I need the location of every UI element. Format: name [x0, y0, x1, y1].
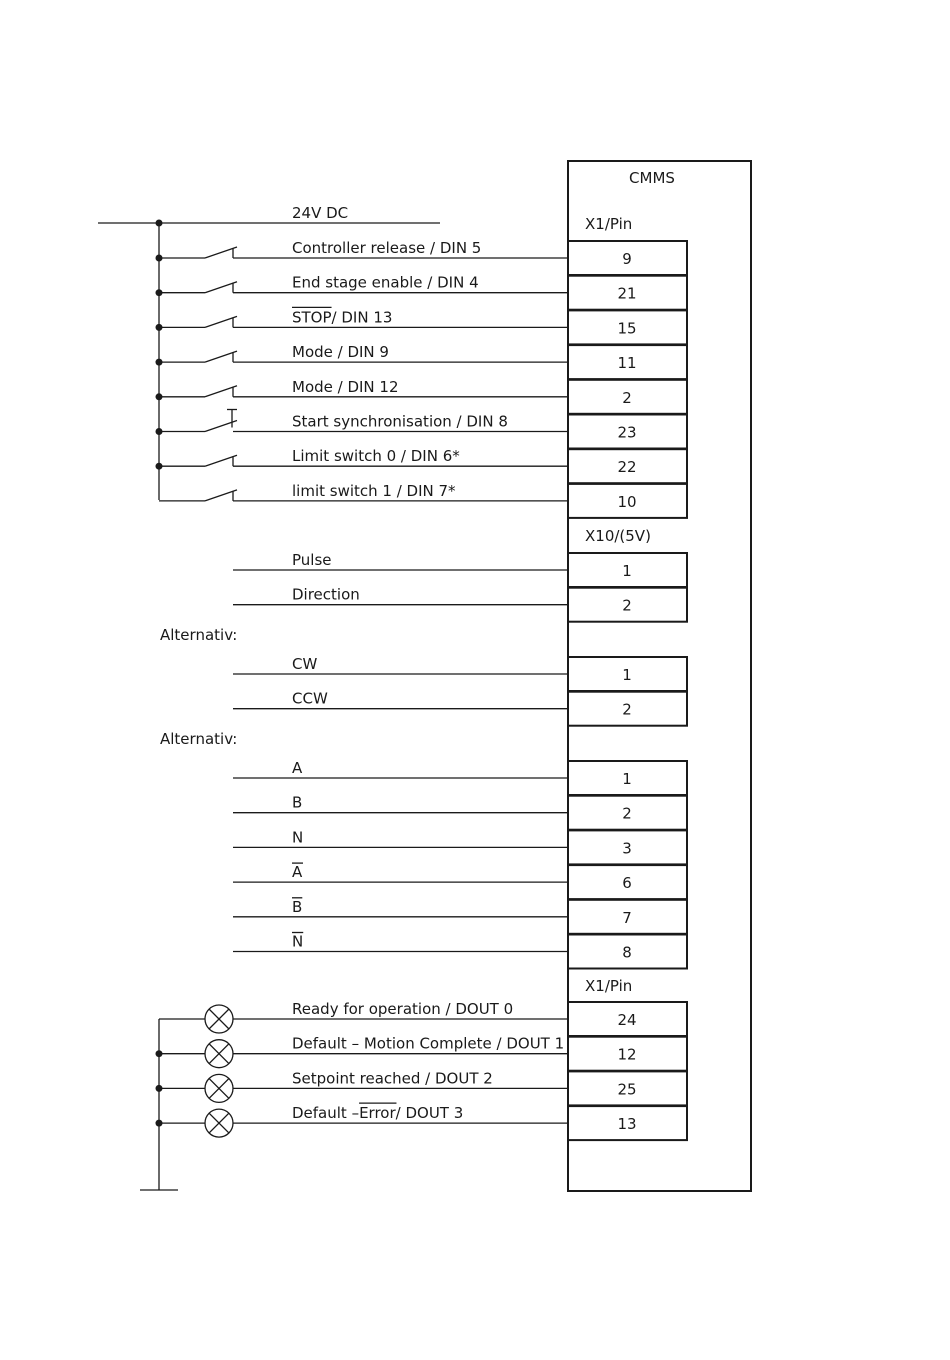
encoder-1-pin: 1 [622, 770, 632, 788]
output-4-label: / DOUT 3 [395, 1104, 464, 1123]
connector-x10-label: X10/(5V) [585, 527, 651, 545]
pulse-1-label: Pulse [292, 551, 332, 569]
encoder-2-pin: 2 [622, 804, 632, 823]
input-1-junction [156, 255, 163, 262]
input-4-switch-contact [205, 351, 237, 362]
input-6-label: Start synchronisation / DIN 8 [292, 412, 508, 431]
encoder-5-pin: 7 [622, 908, 632, 927]
output-4-junction [156, 1120, 163, 1127]
input-3-junction [156, 324, 163, 331]
input-1-label: Controller release / DIN 5 [292, 239, 482, 257]
output-1-label: Ready for operation / DOUT 0 [292, 1000, 514, 1018]
cw-2-pin: 2 [622, 700, 632, 719]
connector-x1-inputs-label: X1/Pin [585, 215, 633, 233]
input-4-pin: 11 [617, 354, 637, 373]
encoder-3-label: N [292, 828, 304, 847]
output-3-label: Setpoint reached / DOUT 2 [292, 1069, 493, 1088]
input-2-switch-contact [205, 282, 237, 293]
cw-1-pin: 1 [622, 666, 632, 684]
input-1-pin: 9 [622, 250, 632, 268]
cw-2-label: CCW [292, 689, 328, 708]
connector-x1-outputs-label: X1/Pin [585, 977, 633, 995]
output-1-pin: 24 [617, 1011, 637, 1029]
input-6-junction [156, 428, 163, 435]
input-5-junction [156, 393, 163, 400]
input-3-switch-contact [205, 316, 237, 327]
output-4-label-pre: Default – [292, 1104, 360, 1123]
signal-rows [156, 239, 688, 1140]
cw-1-label: CW [292, 655, 318, 673]
input-7-switch-contact [205, 455, 237, 466]
pulse-2-pin: 2 [622, 596, 632, 615]
input-4-junction [156, 359, 163, 366]
encoder-4-label: A [292, 863, 303, 882]
supply-label: 24V DC [292, 204, 349, 222]
input-4-label: Mode / DIN 9 [292, 343, 389, 362]
input-3-label-overline: STOP [292, 308, 332, 327]
pulse-2-label: Direction [292, 585, 360, 604]
input-6-pin: 23 [617, 423, 637, 442]
encoder-6-pin: 8 [622, 943, 632, 962]
input-7-label: Limit switch 0 / DIN 6* [292, 447, 460, 466]
output-3-junction [156, 1085, 163, 1092]
output-4-label-overline: Error [359, 1104, 396, 1123]
input-8-pin: 10 [617, 492, 637, 511]
input-8-switch-contact [205, 490, 237, 501]
encoder-6-label: N [292, 932, 304, 951]
input-1-switch-contact [205, 247, 237, 258]
output-3-pin: 25 [617, 1080, 637, 1099]
input-2-junction [156, 289, 163, 296]
output-2-junction [156, 1050, 163, 1057]
encoder-2-label: B [292, 793, 303, 812]
input-3-pin: 15 [617, 319, 637, 338]
input-2-pin: 21 [617, 284, 637, 303]
input-8-label: limit switch 1 / DIN 7* [292, 481, 456, 500]
alternative-label-2: Alternativ: [160, 730, 238, 748]
encoder-4-pin: 6 [622, 874, 632, 893]
output-2-pin: 12 [617, 1045, 637, 1064]
encoder-3-pin: 3 [622, 839, 632, 858]
output-2-label: Default – Motion Complete / DOUT 1 [292, 1034, 565, 1053]
output-4-pin: 13 [617, 1115, 637, 1134]
encoder-1-label: A [292, 759, 303, 777]
pulse-1-pin: 1 [622, 562, 632, 580]
input-5-pin: 2 [622, 388, 632, 407]
module-title: CMMS [629, 169, 675, 187]
input-5-switch-contact [205, 386, 237, 397]
input-5-label: Mode / DIN 12 [292, 377, 399, 396]
input-7-pin: 22 [617, 458, 637, 477]
alternative-label-1: Alternativ: [160, 626, 238, 644]
encoder-5-label: B [292, 897, 303, 916]
input-3-label-rest: / DIN 13 [331, 308, 393, 327]
input-2-label: End stage enable / DIN 4 [292, 273, 479, 292]
input-7-junction [156, 463, 163, 470]
